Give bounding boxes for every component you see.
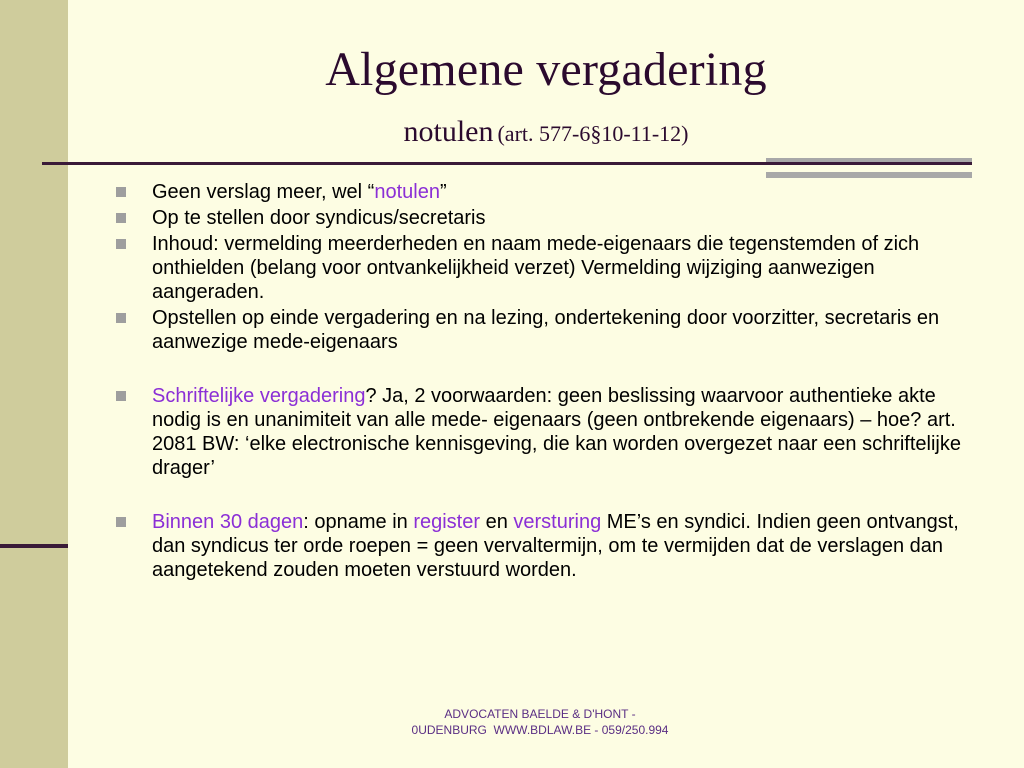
list-item: Binnen 30 dagen: opname in register en versturing ME’s en syndici. Indien geen ontvangst, dan syndicus ter orde roepen = geen vervaltermijn, om te vermijden dat de verslagen dan aangetekend zouden moeten verstuurd worden.	[116, 510, 986, 582]
square-bullet-icon	[116, 313, 126, 323]
square-bullet-icon	[116, 239, 126, 249]
square-bullet-icon	[116, 187, 126, 197]
subtitle-article-ref: (art. 577-6§10-11-12)	[497, 121, 689, 146]
slide-title: Algemene vergadering	[325, 43, 767, 96]
list-item: Geen verslag meer, wel “notulen”	[116, 180, 986, 204]
footer-line-2: 0UDENBURG WWW.BDLAW.BE - 059/250.994	[411, 723, 669, 737]
square-bullet-icon	[116, 213, 126, 223]
highlight-versturing: versturing	[513, 511, 602, 533]
list-item: Schriftelijke vergadering? Ja, 2 voorwaarden: geen beslissing waarvoor authentieke akte nodig is en unanimiteit van alle mede- eigenaars (geen ontbrekende eigenaars) – hoe? art. 2081 BW: ‘elke electronische kennisgeving, die kan worden overgezet naar een schriftelijke drager’	[116, 384, 986, 480]
left-decorative-band	[0, 0, 68, 768]
subtitle-main: notulen	[403, 115, 494, 148]
title-rule	[42, 162, 972, 165]
square-bullet-icon	[116, 391, 126, 401]
list-item: Opstellen op einde vergadering en na lezing, ondertekening door voorzitter, secretaris en aanwezige mede-eigenaars	[116, 306, 986, 354]
highlight-notulen: notulen	[374, 181, 440, 203]
slide-subtitle	[68, 112, 1024, 157]
square-bullet-icon	[116, 517, 126, 527]
title-rule-accent-bottom	[766, 172, 972, 178]
list-item: Inhoud: vermelding meerderheden en naam mede-eigenaars die tegenstemden of zich onthielden (belang voor ontvankelijkheid verzet) Vermelding wijziging aanwezigen aangeraden.	[116, 232, 986, 304]
highlight-register: register	[413, 511, 481, 533]
footer-line-1: ADVOCATEN BAELDE & D'HONT -	[444, 707, 636, 721]
highlight-schriftelijke-vergadering: Schriftelijke vergadering	[152, 385, 366, 407]
highlight-binnen-30-dagen: Binnen 30 dagen	[152, 511, 304, 533]
list-item: Op te stellen door syndicus/secretaris	[116, 206, 986, 230]
left-band-divider	[0, 544, 68, 548]
slide-footer	[320, 706, 760, 738]
bullet-list	[116, 180, 986, 584]
